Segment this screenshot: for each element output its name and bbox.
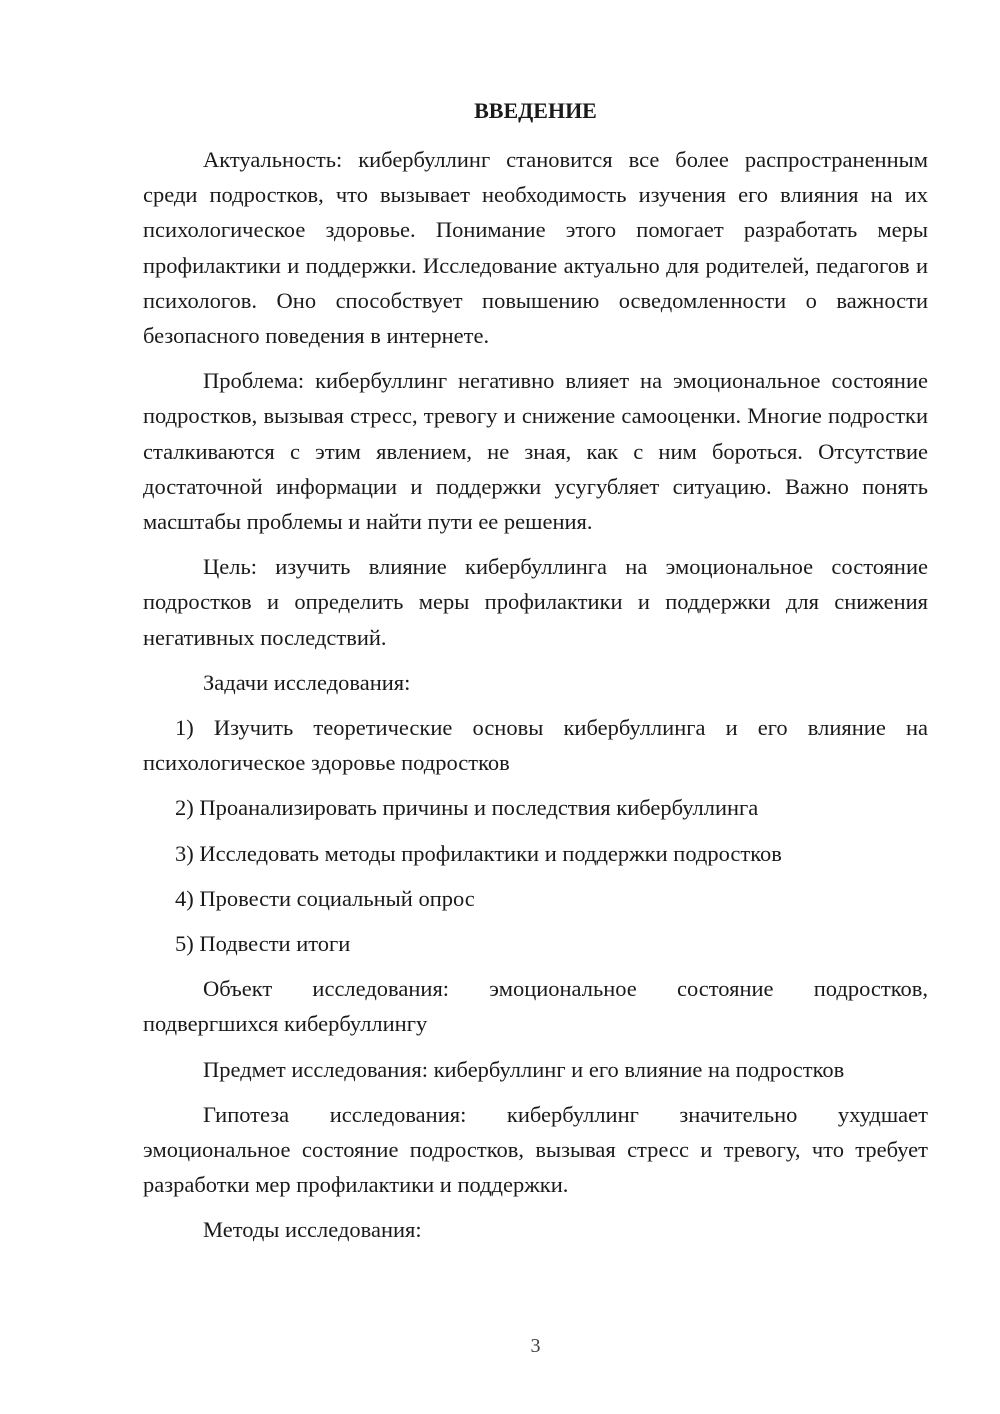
task-item-3: 3) Исследовать методы профилактики и поддержки подростков [175, 840, 782, 866]
task-item-2: 2) Проанализировать причины и последствия кибербуллинга [175, 795, 759, 821]
document-body [143, 142, 928, 1258]
methods-heading: Методы исследования: [203, 1217, 422, 1243]
task-item-4: 4) Провести социальный опрос [175, 885, 475, 911]
paragraph-hypothesis: Гипотеза исследования: кибербуллинг значительно ухудшает эмоциональное состояние подростков, вызывая стресс и тревогу, что требует разработки мер профилактики и поддержки. [143, 1101, 928, 1198]
paragraph-object: Объект исследования: эмоциональное состояние подростков, подвергшихся кибербуллингу [143, 976, 928, 1037]
tasks-heading: Задачи исследования: [203, 669, 411, 695]
paragraph-problem: Проблема: кибербуллинг негативно влияет на эмоциональное состояние подростков, вызывая стресс, тревогу и снижение самооценки. Многие подростки сталкиваются с этим явлением, не зная, как с ним бороться. Отсутствие достаточной информации и поддержки усугубляет ситуацию. Важно понять масштабы проблемы и найти пути ее решения. [143, 368, 928, 535]
task-item-1: 1) Изучить теоретические основы кибербуллинга и его влияние на психологическое здоровье подростков [143, 715, 928, 776]
paragraph-goal: Цель: изучить влияние кибербуллинга на эмоциональное состояние подростков и определить меры профилактики и поддержки для снижения негативных последствий. [143, 554, 928, 650]
task-item-5: 5) Подвести итоги [175, 931, 351, 957]
document-page [143, 0, 928, 1414]
paragraph-relevance: Актуальность: кибербуллинг становится все более распространенным среди подростков, что вызывает необходимость изучения его влияния на их психологическое здоровье. Понимание этого помогает разработать меры профилактики и поддержки. Исследование актуально для родителей, педагогов и психологов. Оно способствует повышению осведомленности о важности безопасного поведения в интернете. [143, 147, 928, 349]
page-title: ВВЕДЕНИЕ [474, 98, 597, 123]
paragraph-subject: Предмет исследования: кибербуллинг и его влияние на подростков [203, 1056, 845, 1082]
page-number: 3 [530, 1335, 541, 1357]
